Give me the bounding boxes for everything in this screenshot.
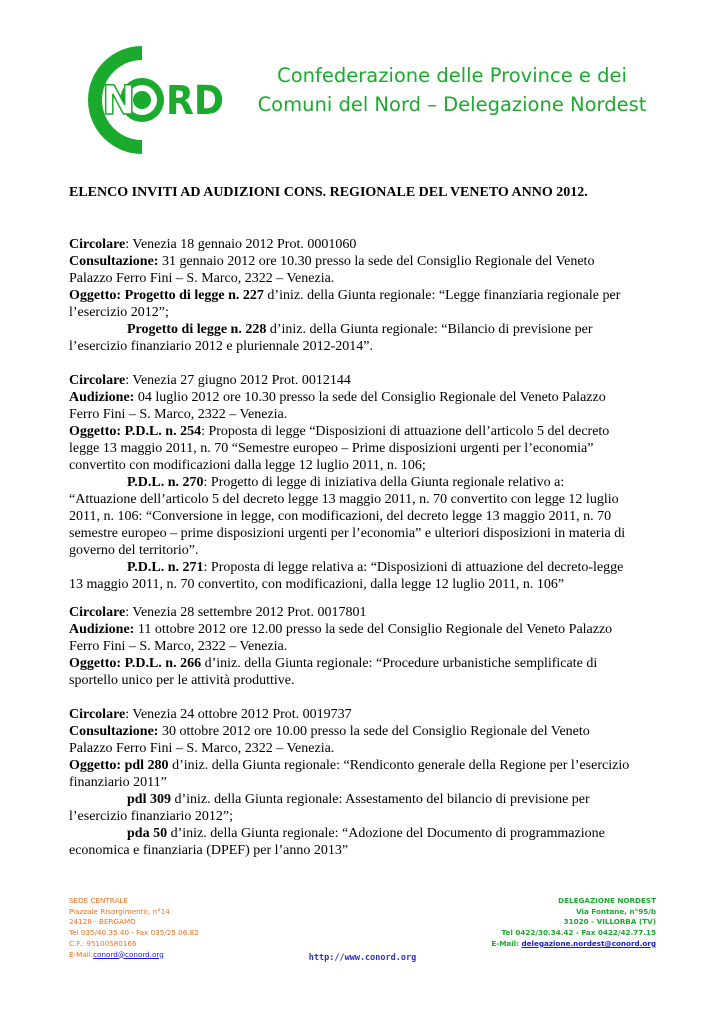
svg-text:N: N	[102, 78, 136, 124]
item-line: P.D.L. n. 270: Progetto di legge di iniziativa della Giunta regionale relativo a:	[127, 475, 565, 490]
audizione-line: Audizione: 11 ottobre 2012 ore 12.00 presso la sede del Consiglio Regionale del Veneto Palazzo	[69, 622, 613, 637]
conord-logo	[78, 44, 228, 156]
invite-block-3	[69, 604, 659, 689]
org-name-line1: Confederazione delle Province e dei	[277, 64, 627, 87]
invite-block-2	[69, 372, 659, 593]
item-line: P.D.L. n. 271: Proposta di legge relativa a: “Disposizioni di attuazione del decreto-legge	[127, 560, 624, 575]
footer-right-email-link[interactable]: delegazione.nordest@conord.org	[521, 938, 656, 948]
circolare-line: Circolare: Venezia 18 gennaio 2012 Prot. 0001060	[69, 237, 357, 252]
svg-text:RD: RD	[166, 78, 224, 124]
footer-right-title: DELEGAZIONE NORDEST	[558, 896, 656, 905]
text-line: “Attuazione dell’articolo 5 del decreto legge 13 maggio 2011, n. 70 convertito con legge 12 luglio	[69, 492, 619, 507]
footer-right-address: Via Fontane, n°95/b	[576, 906, 656, 916]
invite-block-4	[69, 706, 659, 859]
footer-right-city: 31020 - VILLORBA (TV)	[563, 917, 656, 927]
document-title: ELENCO INVITI AD AUDIZIONI CONS. REGIONALE DEL VENETO ANNO 2012.	[69, 185, 588, 200]
footer-left-phone: Tel 035/40.35.40 - Fax 035/25.06.82	[69, 928, 199, 938]
text-line: legge 13 maggio 2011, n. 70 “Semestre europeo – Prime disposizioni urgenti per l’economia”	[69, 441, 594, 456]
footer-right-email-line: E-Mail: delegazione.nordest@conord.org	[491, 938, 656, 948]
text-line: sportello unico per le attività produttive.	[69, 673, 295, 688]
footer-left-fiscal-code: C.F.: 95100580166	[69, 938, 137, 948]
item-line: pdl 309 d’iniz. della Giunta regionale: Assestamento del bilancio di previsione per	[127, 792, 590, 807]
location-line: Palazzo Ferro Fini – S. Marco, 2322 – Venezia.	[69, 271, 335, 286]
text-line: l’esercizio finanziario 2012 e pluriennale 2012-2014”.	[69, 339, 373, 354]
org-name-line2: Comuni del Nord – Delegazione Nordest	[257, 93, 647, 116]
circolare-line: Circolare: Venezia 28 settembre 2012 Prot. 0017801	[69, 605, 367, 620]
consultazione-line: Consultazione: 31 gennaio 2012 ore 10.30 presso la sede del Consiglio Regionale del Veneto	[69, 254, 595, 269]
footer-headquarters	[69, 896, 199, 960]
text-line: l’esercizio 2012”;	[69, 305, 169, 320]
oggetto-line: Oggetto: pdl 280 d’iniz. della Giunta regionale: “Rendiconto generale della Regione per l’esercizio	[69, 758, 630, 773]
text-line: 2011, n. 106: “Conversione in legge, con modificazioni, del decreto legge 13 maggio 2011, n. 70	[69, 509, 612, 524]
audizione-line: Audizione: 04 luglio 2012 ore 10.30 presso la sede del Consiglio Regionale del Veneto Palazzo	[69, 390, 606, 405]
oggetto-line: Oggetto: P.D.L. n. 266 d’iniz. della Giunta regionale: “Procedure urbanistiche semplificate di	[69, 656, 598, 671]
oggetto-line: Oggetto: P.D.L. n. 254: Proposta di legge “Disposizioni di attuazione dell’articolo 5 del decreto	[69, 424, 610, 439]
text-line: semestre europeo – prime disposizioni urgenti per l’economia” e ulteriori disposizioni in materia di	[69, 526, 626, 541]
footer-right-phone: Tel 0422/30.34.42 - Fax 0422/42.77.15	[501, 928, 656, 938]
website-link[interactable]: http://www.conord.org	[308, 953, 417, 963]
text-line: 13 maggio 2011, n. 70 convertito, con modificazioni, dalla legge 12 luglio 2011, n. 106”	[69, 577, 565, 592]
text-line: economica e finanziaria (DPEF) per l’anno 2013”	[69, 843, 349, 858]
location-line: Palazzo Ferro Fini – S. Marco, 2322 – Venezia.	[69, 741, 335, 756]
text-line: finanziario 2011”	[69, 775, 167, 790]
footer-delegation	[491, 896, 656, 950]
circolare-line: Circolare: Venezia 24 ottobre 2012 Prot. 0019737	[69, 707, 352, 722]
invite-block-1	[69, 236, 659, 355]
text-line: l’esercizio finanziario 2012”;	[69, 809, 234, 824]
oggetto-line: Oggetto: Progetto di legge n. 227 d’iniz. della Giunta regionale: “Legge finanziaria regionale per	[69, 288, 621, 303]
consultazione-line: Consultazione: 30 ottobre 2012 ore 10.00 presso la sede del Consiglio Regionale del Veneto	[69, 724, 590, 739]
footer-left-title: SEDE CENTRALE	[69, 896, 128, 905]
footer-left-email-line: E-Mail:conord@conord.org	[69, 949, 164, 959]
location-line: Ferro Fini – S. Marco, 2322 – Venezia.	[69, 407, 288, 422]
circolare-line: Circolare: Venezia 27 giugno 2012 Prot. 0012144	[69, 373, 351, 388]
text-line: governo del territorio”.	[69, 543, 199, 558]
location-line: Ferro Fini – S. Marco, 2322 – Venezia.	[69, 639, 288, 654]
item-line: pda 50 d’iniz. della Giunta regionale: “Adozione del Documento di programmazione	[127, 826, 605, 841]
item-line: Progetto di legge n. 228 d’iniz. della Giunta regionale: “Bilancio di previsione per	[127, 322, 593, 337]
footer-left-address: Piazzale Risorgimento, n°14	[69, 906, 170, 916]
footer-left-email-link[interactable]: conord@conord.org	[93, 949, 164, 959]
footer-left-city: 24128 - BERGAMO	[69, 917, 136, 927]
text-line: convertito con modificazioni dalla legge 12 luglio 2011, n. 106;	[69, 458, 426, 473]
